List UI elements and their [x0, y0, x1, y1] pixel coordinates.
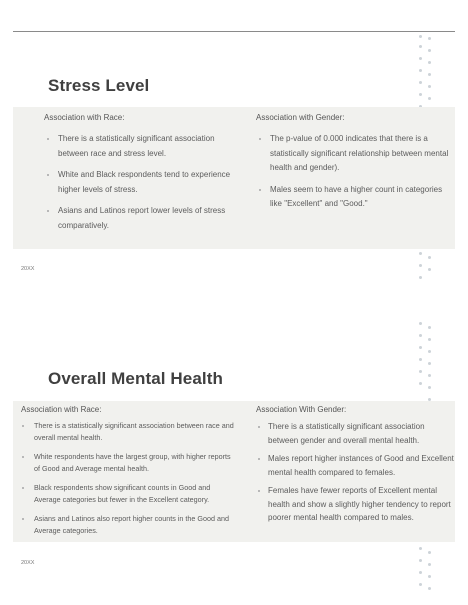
list-item: White respondents have the largest group, with higher reports of Good and Average mental health. [13, 451, 235, 475]
slide-title: Overall Mental Health [48, 369, 223, 388]
footer-year: 20XX [21, 266, 35, 272]
gender-bullets [256, 420, 456, 525]
decorative-dots-top [417, 320, 441, 400]
top-divider [13, 31, 455, 32]
slide-overall-mental-health [0, 305, 468, 605]
list-item: There is a statistically significant association between race and overall mental health. [13, 420, 235, 444]
list-item: There is a statistically significant association between race and stress level. [44, 132, 244, 161]
decorative-dots-bottom [417, 545, 441, 603]
list-item: Asians and Latinos also report higher counts in the Good and Average categories. [13, 513, 235, 537]
decorative-dots-bottom [417, 250, 441, 290]
slide-title: Stress Level [48, 76, 150, 95]
race-bullets [44, 132, 244, 233]
list-item: Males seem to have a higher count in categories like "Excellent" and "Good." [256, 183, 456, 212]
race-heading: Association with Race: [44, 113, 125, 122]
race-column [44, 113, 244, 240]
list-item: The p-value of 0.000 indicates that there is a statistically significant relationship between mental health and gender). [256, 132, 456, 176]
gender-column [256, 113, 456, 219]
race-heading: Association with Race: [21, 405, 102, 414]
race-column [13, 405, 235, 544]
slide-stress-level [0, 0, 468, 290]
list-item: Black respondents show significant counts in Good and Average categories but fewer in the Excellent category. [13, 482, 235, 506]
gender-bullets [256, 132, 456, 212]
gender-column [256, 405, 456, 530]
gender-heading: Association with Gender: [256, 113, 345, 122]
list-item: Females have fewer reports of Excellent mental health and show a slightly higher tendency to report poorer mental health compared to males. [256, 484, 456, 525]
list-item: Asians and Latinos report lower levels of stress comparatively. [44, 204, 244, 233]
footer-year: 20XX [21, 560, 35, 566]
list-item: There is a statistically significant association between gender and overall mental health. [256, 420, 456, 447]
content-panel [13, 107, 455, 249]
list-item: Males report higher instances of Good and Excellent mental health compared to females. [256, 452, 456, 479]
race-bullets [13, 420, 235, 537]
list-item: White and Black respondents tend to experience higher levels of stress. [44, 168, 244, 197]
gender-heading: Association With Gender: [256, 405, 347, 414]
content-panel [13, 401, 455, 542]
